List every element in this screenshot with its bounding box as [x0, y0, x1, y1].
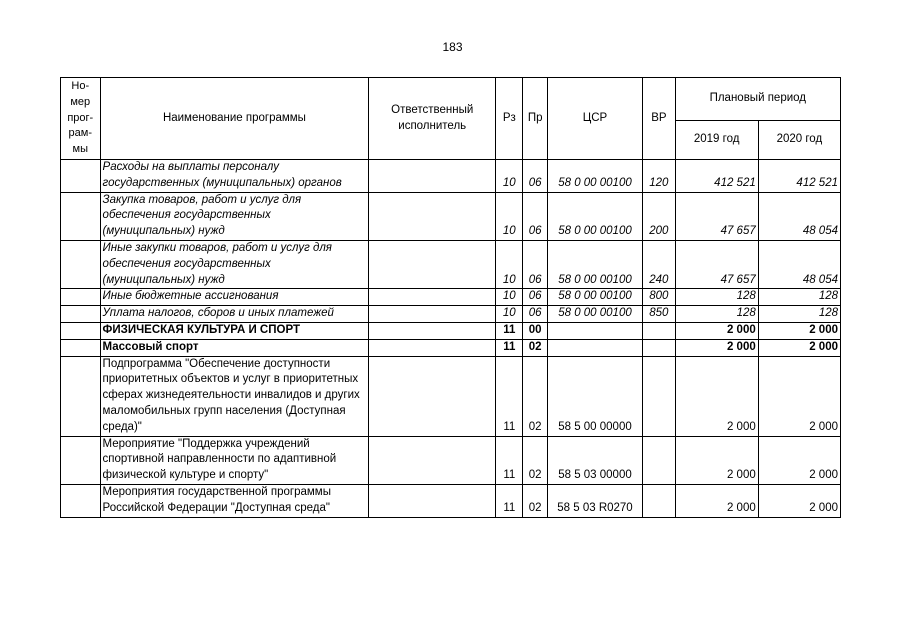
budget-table [60, 77, 841, 518]
cell-csr: 58 5 03 00000 [547, 436, 642, 484]
table-row [61, 436, 841, 484]
table-row [61, 484, 841, 517]
cell-csr: 58 0 00 00100 [547, 289, 642, 306]
table-row [61, 322, 841, 339]
table-row [61, 289, 841, 306]
header-number: Но-мер прог-рам-мы [61, 78, 101, 160]
cell-name: Иные бюджетные ассигнования [100, 289, 369, 306]
cell-csr: 58 0 00 00100 [547, 240, 642, 288]
header-executor: Ответственный исполнитель [369, 78, 496, 160]
cell-executor [369, 339, 496, 356]
cell-name: Расходы на выплаты персоналу государственных (муниципальных) органов [100, 160, 369, 193]
cell-pr: 02 [523, 339, 547, 356]
cell-vr [643, 322, 675, 339]
cell-number [61, 356, 101, 436]
cell-pr: 06 [523, 192, 547, 240]
header-rz: Рз [496, 78, 523, 160]
cell-executor [369, 289, 496, 306]
header-name: Наименование программы [100, 78, 369, 160]
cell-vr: 120 [643, 160, 675, 193]
header-csr: ЦСР [547, 78, 642, 160]
table-row [61, 339, 841, 356]
cell-rz: 11 [496, 356, 523, 436]
cell-number [61, 240, 101, 288]
cell-rz: 10 [496, 306, 523, 323]
cell-number [61, 289, 101, 306]
cell-vr [643, 356, 675, 436]
table-row [61, 356, 841, 436]
cell-vr: 200 [643, 192, 675, 240]
cell-executor [369, 240, 496, 288]
cell-pr: 00 [523, 322, 547, 339]
cell-number [61, 192, 101, 240]
table-body [61, 160, 841, 518]
cell-name: Иные закупки товаров, работ и услуг для обеспечения государственных (муниципальных) нужд [100, 240, 369, 288]
cell-amount-2020: 128 [758, 289, 840, 306]
cell-amount-2019: 2 000 [675, 339, 758, 356]
cell-pr: 06 [523, 240, 547, 288]
cell-rz: 11 [496, 484, 523, 517]
cell-amount-2019: 47 657 [675, 240, 758, 288]
header-year-2019: 2019 год [675, 121, 758, 160]
cell-name: Мероприятие "Поддержка учреждений спортивной направленности по адаптивной физической культуре и спорту" [100, 436, 369, 484]
cell-executor [369, 356, 496, 436]
cell-executor [369, 484, 496, 517]
cell-amount-2019: 47 657 [675, 192, 758, 240]
table-row [61, 192, 841, 240]
cell-number [61, 160, 101, 193]
cell-vr: 850 [643, 306, 675, 323]
cell-csr: 58 0 00 00100 [547, 192, 642, 240]
cell-rz: 10 [496, 289, 523, 306]
cell-vr [643, 436, 675, 484]
table-header [61, 78, 841, 160]
cell-vr: 800 [643, 289, 675, 306]
cell-amount-2020: 2 000 [758, 356, 840, 436]
cell-rz: 10 [496, 160, 523, 193]
cell-number [61, 484, 101, 517]
cell-csr [547, 322, 642, 339]
cell-name: Мероприятия государственной программы Российской Федерации "Доступная среда" [100, 484, 369, 517]
cell-rz: 11 [496, 339, 523, 356]
cell-number [61, 436, 101, 484]
table-row [61, 240, 841, 288]
header-pr: Пр [523, 78, 547, 160]
cell-amount-2020: 412 521 [758, 160, 840, 193]
cell-number [61, 306, 101, 323]
cell-amount-2020: 48 054 [758, 240, 840, 288]
cell-rz: 11 [496, 436, 523, 484]
cell-amount-2019: 2 000 [675, 484, 758, 517]
cell-vr: 240 [643, 240, 675, 288]
cell-executor [369, 322, 496, 339]
cell-amount-2020: 48 054 [758, 192, 840, 240]
cell-amount-2020: 2 000 [758, 339, 840, 356]
table-row [61, 306, 841, 323]
cell-amount-2020: 2 000 [758, 484, 840, 517]
cell-csr: 58 5 03 R0270 [547, 484, 642, 517]
cell-amount-2020: 2 000 [758, 322, 840, 339]
cell-vr [643, 339, 675, 356]
cell-rz: 10 [496, 192, 523, 240]
cell-amount-2019: 128 [675, 289, 758, 306]
table-row [61, 160, 841, 193]
cell-pr: 06 [523, 160, 547, 193]
cell-name: Уплата налогов, сборов и иных платежей [100, 306, 369, 323]
cell-vr [643, 484, 675, 517]
cell-csr: 58 0 00 00100 [547, 160, 642, 193]
cell-csr [547, 339, 642, 356]
header-year-2020: 2020 год [758, 121, 840, 160]
header-planning-period: Плановый период [675, 78, 840, 121]
cell-pr: 06 [523, 306, 547, 323]
cell-executor [369, 192, 496, 240]
cell-rz: 11 [496, 322, 523, 339]
cell-amount-2019: 2 000 [675, 436, 758, 484]
cell-executor [369, 160, 496, 193]
cell-executor [369, 306, 496, 323]
cell-pr: 02 [523, 436, 547, 484]
page-number: 183 [442, 40, 463, 54]
cell-rz: 10 [496, 240, 523, 288]
cell-amount-2019: 412 521 [675, 160, 758, 193]
cell-name: ФИЗИЧЕСКАЯ КУЛЬТУРА И СПОРТ [100, 322, 369, 339]
cell-amount-2019: 128 [675, 306, 758, 323]
cell-name: Закупка товаров, работ и услуг для обеспечения государственных (муниципальных) нужд [100, 192, 369, 240]
cell-pr: 06 [523, 289, 547, 306]
cell-name: Подпрограмма "Обеспечение доступности приоритетных объектов и услуг в приоритетных сферах жизнедеятельности инвалидов и других маломобильных групп населения (Доступная среда)" [100, 356, 369, 436]
cell-pr: 02 [523, 356, 547, 436]
cell-pr: 02 [523, 484, 547, 517]
cell-name: Массовый спорт [100, 339, 369, 356]
cell-amount-2019: 2 000 [675, 356, 758, 436]
cell-amount-2019: 2 000 [675, 322, 758, 339]
cell-executor [369, 436, 496, 484]
cell-csr: 58 5 00 00000 [547, 356, 642, 436]
cell-number [61, 322, 101, 339]
header-vr: ВР [643, 78, 675, 160]
cell-amount-2020: 2 000 [758, 436, 840, 484]
cell-number [61, 339, 101, 356]
cell-amount-2020: 128 [758, 306, 840, 323]
cell-csr: 58 0 00 00100 [547, 306, 642, 323]
